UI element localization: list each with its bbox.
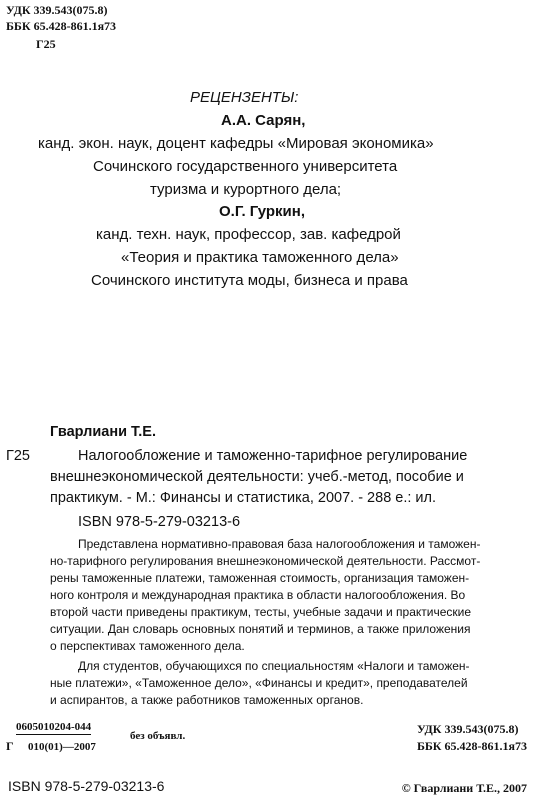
annotation-line: второй части приведены практикум, тесты, учебные задачи и практические: [50, 605, 472, 619]
author-name: Гварлиани Т.Е.: [50, 424, 156, 440]
reviewers-heading: РЕЦЕНЗЕНТЫ:: [190, 89, 299, 106]
code-note: без объявл.: [130, 730, 186, 742]
bib-catalog-mark: Г25: [6, 448, 30, 464]
copyright-notice: © Гварлиани Т.Е., 2007: [401, 781, 527, 795]
bottom-isbn: ISBN 978-5-279-03213-6: [8, 778, 165, 794]
catalog-mark: Г25: [36, 37, 56, 51]
annotation-line: и аспирантов, а также работников таможенных органов.: [50, 693, 364, 707]
udk-code: УДК 339.543(075.8): [6, 3, 108, 17]
annotation-line: ситуации. Дан словарь основных понятий и терминов, а также приложения: [50, 622, 471, 636]
annotation-line: ного контроля и международная практика в области налогообложения. Во: [50, 588, 466, 602]
reviewer1-line1: канд. экон. наук, доцент кафедры «Мировая экономика»: [38, 135, 434, 152]
reviewer2-name: О.Г. Гуркин,: [219, 203, 305, 220]
reviewer1-line2: Сочинского государственного университета: [93, 158, 398, 175]
reviewer1-line3: туризма и курортного дела;: [150, 181, 342, 198]
reviewer2-line3: Сочинского института моды, бизнеса и права: [91, 272, 408, 289]
bottom-udk-code: УДК 339.543(075.8): [416, 722, 519, 736]
annotation-line: но-тарифного регулирования внешнеэкономической деятельности. Рассмот-: [50, 554, 481, 568]
annotation-line: Представлена нормативно-правовая база налогообложения и таможен-: [78, 537, 481, 551]
code-letter: Г: [6, 739, 14, 753]
bib-isbn: ISBN 978-5-279-03213-6: [78, 514, 241, 530]
bottom-classification-codes: [417, 721, 527, 755]
reviewer2-line1: канд. техн. наук, профессор, зав. кафедрой: [96, 226, 401, 243]
top-classification-codes: [6, 2, 116, 34]
bib-title-line2: внешнеэкономической деятельности: учеб.-метод, пособие и: [50, 469, 464, 485]
annotation-line: рены таможенные платежи, таможенная стоимость, организация таможен-: [50, 571, 470, 585]
bib-title-line3: практикум. - М.: Финансы и статистика, 2007. - 288 е.: ил.: [50, 490, 437, 506]
bottom-bbk-code: ББК 65.428-861.1я73: [416, 739, 527, 753]
code-denominator: 010(01)—2007: [28, 741, 96, 753]
annotation-line: ные платежи», «Таможенное дело», «Финансы и кредит», преподавателей: [50, 676, 468, 690]
bbk-code: ББК 65.428-861.1я73: [6, 19, 117, 33]
annotation-line: Для студентов, обучающихся по специальностям «Налоги и таможен-: [78, 659, 470, 673]
reviewer2-line2: «Теория и практика таможенного дела»: [121, 249, 399, 266]
annotation-line: о перспективах таможенного дела.: [50, 639, 245, 653]
bib-title-line1: Налогообложение и таможенно-тарифное регулирование: [78, 448, 468, 464]
reviewer1-name: А.А. Сарян,: [221, 112, 306, 129]
code-numerator: 0605010204-044: [16, 721, 92, 733]
